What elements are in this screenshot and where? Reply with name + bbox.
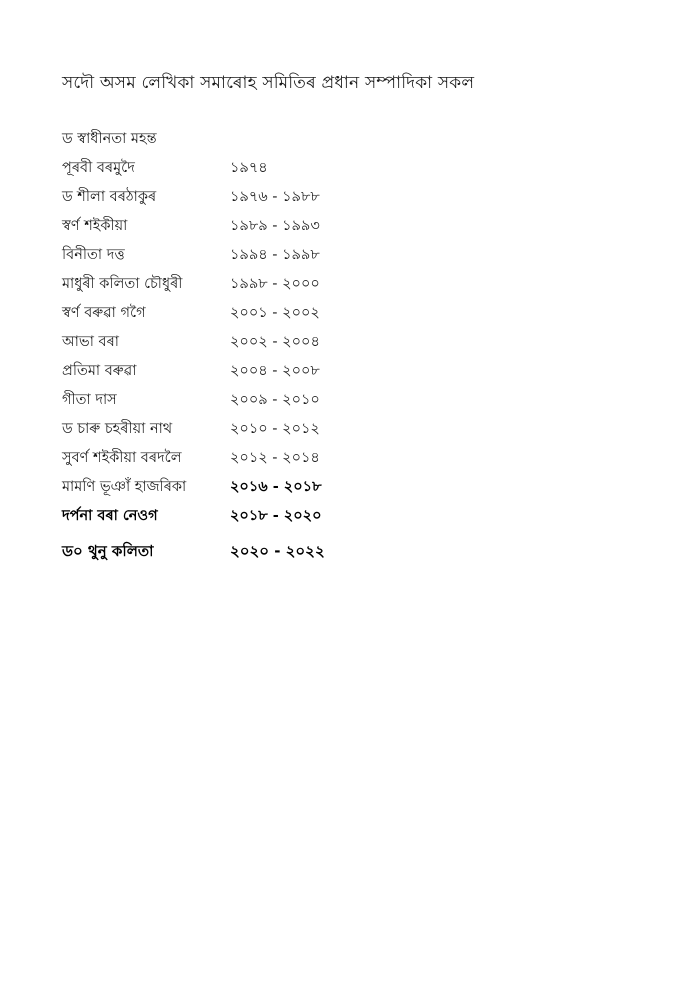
secretary-name: সুবৰ্ণ শইকীয়া বৰদলৈ bbox=[62, 450, 182, 466]
secretary-name: আভা বৰা bbox=[62, 334, 119, 350]
list-item bbox=[62, 476, 462, 505]
secretary-years: ২০১২ - ২০১৪ bbox=[230, 450, 320, 466]
list-item bbox=[62, 157, 462, 186]
secretary-years: ২০১৬ - ২০১৮ bbox=[230, 479, 322, 495]
secretary-years: ২০০১ - ২০০২ bbox=[230, 305, 320, 321]
secretary-name: মাধুৰী কলিতা চৌধুৰী bbox=[62, 276, 183, 292]
secretary-name: স্বৰ্ণ বৰুৱা গগৈ bbox=[62, 305, 146, 321]
secretary-name: স্বৰ্ণ শইকীয়া bbox=[62, 218, 128, 234]
list-item bbox=[62, 360, 462, 389]
secretary-years: ২০১৮ - ২০২০ bbox=[230, 508, 322, 524]
secretary-years: ২০০৯ - ২০১০ bbox=[230, 392, 320, 408]
list-item bbox=[62, 128, 462, 157]
list-item bbox=[62, 302, 462, 331]
list-item bbox=[62, 540, 462, 569]
list-item bbox=[62, 186, 462, 215]
list-item bbox=[62, 505, 462, 534]
list-item bbox=[62, 215, 462, 244]
secretary-name: দৰ্পনা বৰা নেওগ bbox=[62, 508, 158, 524]
list-item bbox=[62, 418, 462, 447]
secretary-name: প্ৰতিমা বৰুৱা bbox=[62, 363, 137, 379]
list-item bbox=[62, 447, 462, 476]
secretary-name: ড স্বাধীনতা মহন্ত bbox=[62, 131, 157, 147]
secretaries-list bbox=[62, 128, 462, 569]
secretary-name: ড০ থুনু কলিতা bbox=[62, 542, 154, 560]
secretary-name: ড শীলা বৰঠাকুৰ bbox=[62, 189, 157, 205]
list-item bbox=[62, 331, 462, 360]
secretary-name: মামণি ভূঞাঁ হাজৰিকা bbox=[62, 479, 187, 495]
secretary-years: ১৯৯৮ - ২০০০ bbox=[230, 276, 320, 292]
secretary-years: ১৯৮৯ - ১৯৯৩ bbox=[230, 218, 320, 234]
list-item bbox=[62, 389, 462, 418]
secretary-years: ২০১০ - ২০১২ bbox=[230, 421, 320, 437]
list-item bbox=[62, 244, 462, 273]
secretary-name: গীতা দাস bbox=[62, 392, 117, 408]
secretary-years: ২০০৪ - ২০০৮ bbox=[230, 363, 320, 379]
document-title: সদৌ অসম লেখিকা সমাৰোহ সমিতিৰ প্ৰধান সম্পাদিকা সকল bbox=[62, 73, 475, 93]
list-item bbox=[62, 273, 462, 302]
secretary-name: পূৰবী বৰমুদৈ bbox=[62, 160, 135, 176]
secretary-name: বিনীতা দত্ত bbox=[62, 247, 125, 263]
secretary-years: ১৯৭৪ bbox=[230, 160, 268, 176]
secretary-years: ১৯৭৬ - ১৯৮৮ bbox=[230, 189, 320, 205]
secretary-years: ২০০২ - ২০০৪ bbox=[230, 334, 320, 350]
secretary-years: ১৯৯৪ - ১৯৯৮ bbox=[230, 247, 320, 263]
secretary-name: ড চাৰু চহৰীয়া নাথ bbox=[62, 421, 173, 437]
secretary-years: ২০২০ - ২০২২ bbox=[230, 542, 325, 560]
